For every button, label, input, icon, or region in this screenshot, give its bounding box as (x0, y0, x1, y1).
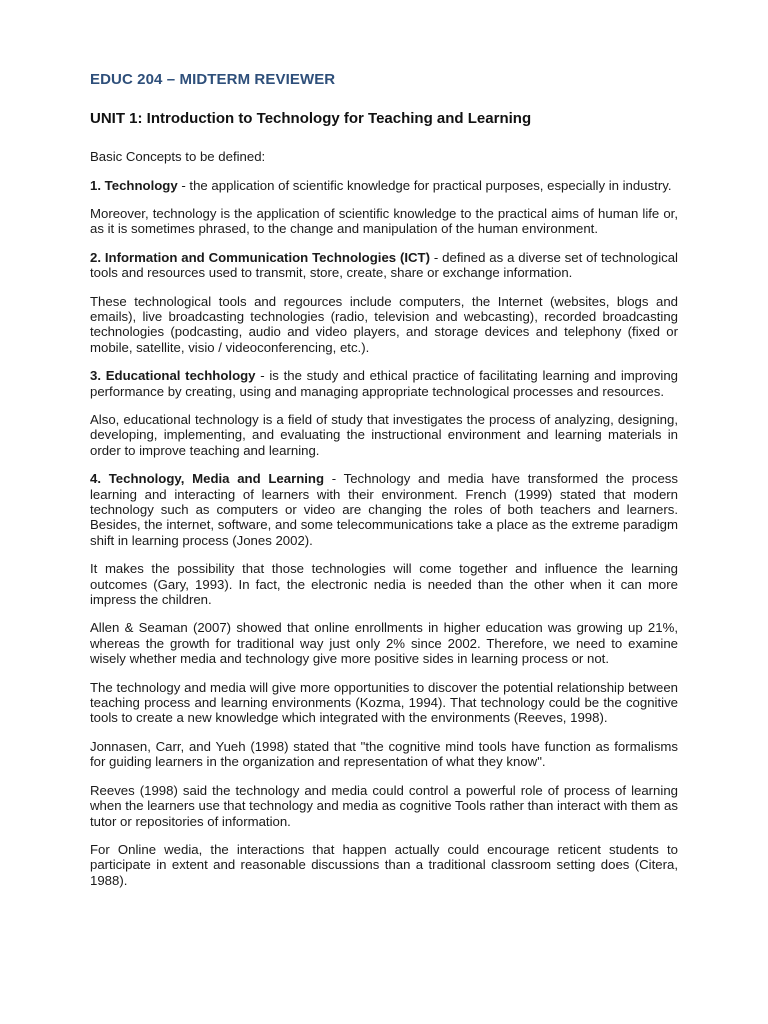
paragraph-technology (90, 178, 678, 193)
paragraph-text: - defined as a diverse set of technological tools and resources used to transmit, store, create, share or exchange information. (90, 249, 678, 281)
intro-text: Basic Concepts to be defined: (90, 149, 266, 164)
paragraph-text: The technology and media will give more opportunities to discover the potential relationship between teaching process and learning environments (Kozma, 1994). That technology could be the cognitive tools to create a new knowledge which integrated with the environments (Reeves, 1998). (90, 679, 678, 726)
paragraph-jonnasen (90, 739, 678, 770)
paragraph-text: For Online wedia, the interactions that happen actually could encourage reticent students to participate in extent and reasonable discussions than a traditional classroom setting does (Citera, 1988). (90, 841, 678, 888)
course-title: EDUC 204 – MIDTERM REVIEWER (90, 71, 336, 88)
paragraph-educational-technology (90, 368, 678, 399)
paragraph-text: Also, educational technology is a field of study that investigates the process of analyzing, designing, developing, implementing, and evaluating the instructional environment and learning materials in order to improve teaching and learning. (90, 411, 678, 458)
paragraph-educational-technology-also (90, 412, 678, 458)
term-label: 4. Technology, Media and Learning (90, 471, 325, 487)
unit-title: UNIT 1: Introduction to Technology for Teaching and Learning (90, 110, 532, 127)
paragraph-text: It makes the possibility that those technologies will come together and influence the learning outcomes (Gary, 1993). In fact, the electronic nedia is needed than the other when it can more impress the children. (90, 561, 678, 608)
paragraph-technology-moreover (90, 206, 678, 237)
paragraph-ict (90, 250, 678, 281)
paragraph-technology-media-learning (90, 471, 678, 548)
paragraph-text: - the application of scientific knowledge for practical purposes, especially in industry. (177, 177, 672, 193)
paragraph-text: Allen & Seaman (2007) showed that online enrollments in higher education was growing up 21%, whereas the growth for traditional way just only 2% since 2002. Therefore, we need to examine wisely whether media and technology give more positive sides in learning process or not. (90, 620, 678, 667)
paragraph-text: Reeves (1998) said the technology and media could control a powerful role of process of learning when the learners use that technology and media as cognitive Tools rather than interact with them as tutor or repositories of information. (90, 782, 678, 829)
paragraph-text: These technological tools and regources include computers, the Internet (websites, blogs and emails), live broadcasting technologies (radio, television and webcasting), recorded broadcasting technologies (podcasting, audio and video players, and storage devices and telephony (fixed or mobile, satellite, visio / videoconferencing, etc.). (90, 293, 678, 355)
paragraph-ict-tools (90, 294, 678, 356)
paragraph-text: - Technology and media have transformed the process learning and interacting of learners with their environment. French (1999) stated that modern technology such as computers or video are changing the roles of both teachers and learners. Besides, the internet, software, and some telecommunications take a place as the extreme paradigm shift in learning process (Jones 2002). (90, 471, 678, 548)
paragraph-opportunities (90, 680, 678, 726)
paragraph-reeves (90, 783, 678, 829)
term-label: 1. Technology (90, 177, 178, 193)
paragraph-text: Jonnasen, Carr, and Yueh (1998) stated that "the cognitive mind tools have function as formalisms for guiding learners in the organization and representation of what they know". (90, 738, 678, 770)
paragraph-possibility (90, 561, 678, 607)
term-label: 3. Educational techhology (90, 368, 256, 384)
paragraph-text: Moreover, technology is the application of scientific knowledge to the practical aims of human life or, as it is sometimes phrased, to the change and manipulation of the human environment. (90, 205, 678, 237)
document-page (90, 70, 678, 888)
paragraph-text: - is the study and ethical practice of facilitating learning and improving performance by creating, using and managing appropriate technological processes and resources. (90, 368, 679, 399)
paragraph-online-media (90, 842, 678, 888)
paragraph-allen-seaman (90, 620, 678, 666)
term-label: 2. Information and Communication Technologies (ICT) (90, 249, 431, 265)
